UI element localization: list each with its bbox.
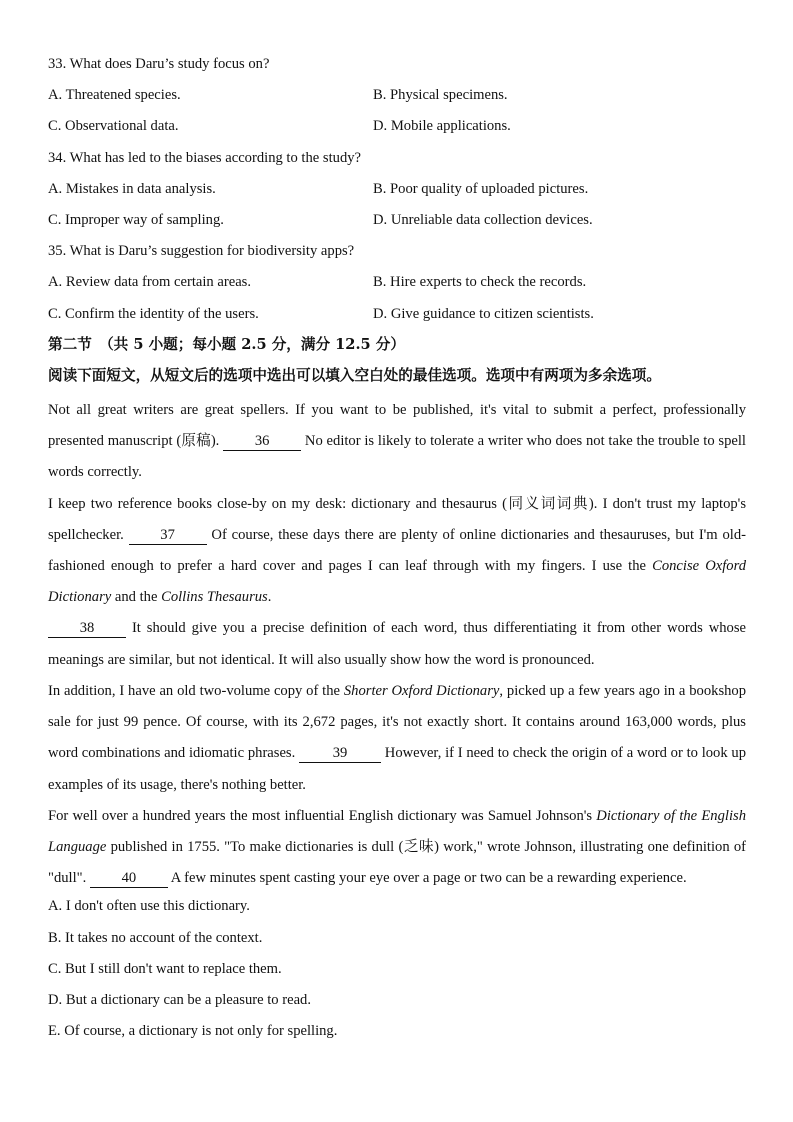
book-title: Collins Thesaurus <box>161 589 268 606</box>
question-34-options-row-1 <box>48 177 746 208</box>
exam-page <box>48 52 746 1050</box>
option-35-c: C. Confirm the identity of the users. <box>48 305 259 322</box>
option-34-a: A. Mistakes in data analysis. <box>48 180 216 197</box>
passage-text: However, if I need to check the origin of a word or to look up examples of its usage, there's nothing better. <box>48 745 747 793</box>
book-title: Concise Oxford Dictionary <box>48 558 747 606</box>
option-34-d: D. Unreliable data collection devices. <box>373 211 593 228</box>
question-35-stem: 35. What is Daru’s suggestion for biodiversity apps? <box>48 243 355 260</box>
passage-paragraph-1 <box>48 395 746 489</box>
passage-paragraph-4 <box>48 676 746 801</box>
passage-text: It should give you a precise definition of each word, thus differentiating it from other words whose meanings are similar, but not identical. It will also usually show how the word is pronounced. <box>48 620 746 668</box>
passage-text: Of course, these days there are plenty of online dictionaries and thesauruses, but I'm old-fashioned enough to prefer a hard cover and pages I can leaf through with my fingers. I use the <box>48 526 746 575</box>
question-33-stem: 33. What does Daru’s study focus on? <box>48 56 270 72</box>
passage-text: A few minutes spent casting your eye over a page or two can be a rewarding experience. <box>167 870 687 887</box>
passage-paragraph-3 <box>48 613 746 675</box>
option-33-b: B. Physical specimens. <box>373 87 508 104</box>
choice-e: E. Of course, a dictionary is not only for spelling. <box>48 1023 338 1040</box>
passage-text: and the <box>111 589 162 606</box>
question-35-options-row-2 <box>48 302 746 333</box>
passage-text: published in 1755. "To make dictionaries is dull (乏味) work," wrote Johnson, illustrating one definition of "dull". <box>48 838 746 887</box>
option-33-a: A. Threatened species. <box>48 87 181 104</box>
question-33-options-row-1 <box>48 83 746 114</box>
option-35-d: D. Give guidance to citizen scientists. <box>373 305 594 322</box>
option-34-b: B. Poor quality of uploaded pictures. <box>373 180 589 197</box>
passage-text: For well over a hundred years the most influential English dictionary was Samuel Johnson's <box>48 807 597 824</box>
option-34-c: C. Improper way of sampling. <box>48 211 224 228</box>
book-title: Dictionary of the English Language <box>48 807 746 855</box>
passage-text: I keep two reference books close-by on my desk: dictionary and thesaurus (同义词词典). I don't trust my laptop's spellchecker. <box>48 495 746 543</box>
option-35-a: A. Review data from certain areas. <box>48 274 252 291</box>
section-title: 第二节 （共 5 小题；每小题 2.5 分，满分 12.5 分） <box>48 335 405 353</box>
option-33-c: C. Observational data. <box>48 118 179 135</box>
blank-37: 37 <box>129 526 207 545</box>
question-35-options-row-1 <box>48 270 746 301</box>
passage-text: In addition, I have an old two-volume copy of the <box>48 682 344 699</box>
passage-text: . <box>267 589 272 606</box>
option-35-b: B. Hire experts to check the records. <box>373 274 587 291</box>
choice-d: D. But a dictionary can be a pleasure to read. <box>48 991 311 1008</box>
passage-text: No editor is likely to tolerate a writer who does not take the trouble to spell words correctly. <box>48 433 746 481</box>
blank-38: 38 <box>48 619 126 638</box>
option-33-d: D. Mobile applications. <box>373 118 511 135</box>
section-instruction: 阅读下面短文，从短文后的选项中选出可以填入空白处的最佳选项。选项中有两项为多余选项。 <box>48 366 661 384</box>
question-34-stem: 34. What has led to the biases according to the study? <box>48 149 362 166</box>
choice-b: B. It takes no account of the context. <box>48 929 263 946</box>
passage-text: Not all great writers are great spellers. If you want to be published, it's vital to submit a perfect, professionally presented manuscript (原稿). <box>48 402 746 450</box>
choice-c: C. But I still don't want to replace them. <box>48 960 282 977</box>
question-34-options-row-2 <box>48 208 746 239</box>
passage-paragraph-2 <box>48 489 746 614</box>
blank-40: 40 <box>90 869 168 888</box>
book-title: Shorter Oxford Dictionary <box>343 682 500 699</box>
blank-36: 36 <box>223 432 301 451</box>
passage-text: , picked up a few years ago in a bookshop sale for just 99 pence. Of course, with its 2,672 pages, it's not exactly short. It contains around 163,000 words, plus word combinations and idiomatic phrases. <box>48 682 747 762</box>
passage-paragraph-5 <box>48 801 746 895</box>
choice-a: A. I don't often use this dictionary. <box>48 898 250 915</box>
blank-39: 39 <box>299 744 381 763</box>
question-33-options-row-2 <box>48 114 746 145</box>
